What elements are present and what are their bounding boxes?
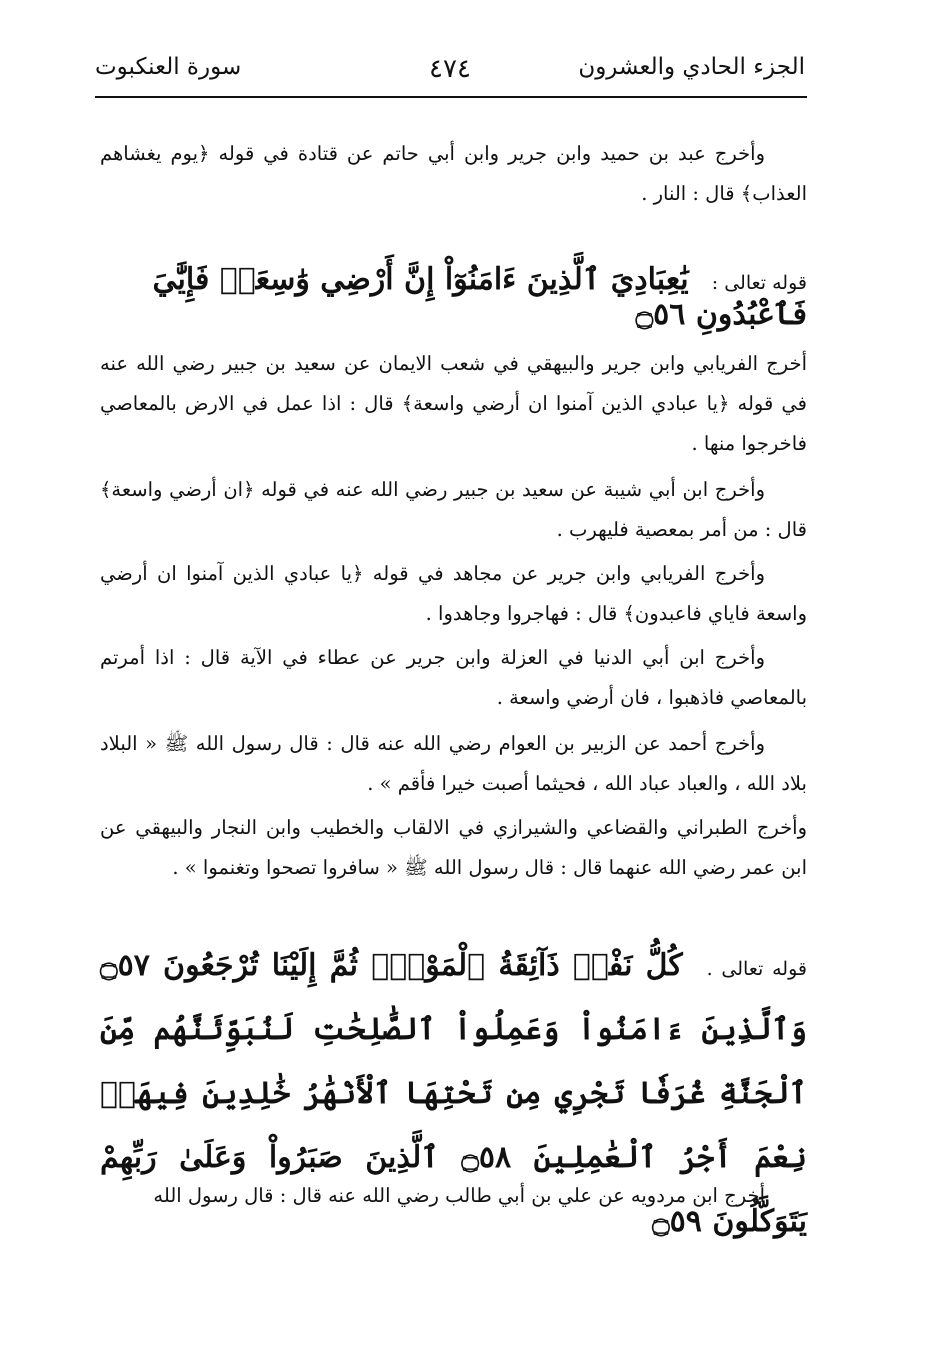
- paragraph-bottom: أخرج ابن مردويه عن علي بن أبي طالب رضي الله عنه قال : قال رسول الله: [153, 1184, 765, 1207]
- paragraph: وأخرج الطبراني والقضاعي والشيرازي في الالقاب والخطيب وابن النجار والبيهقي عن ابن عمر رضي الله عنهما قال : قال رسول الله ﷺ « سافروا تصحوا وتغنموا » .: [100, 816, 807, 879]
- verse-intro: قوله تعالى :: [711, 272, 807, 294]
- paragraph-top: وأخرج عبد بن حميد وابن جرير وابن أبي حاتم عن قتادة في قوله ﴿يوم يغشاهم العذاب﴾ قال : النار .: [100, 142, 807, 205]
- paragraph: وأخرج ابن أبي الدنيا في العزلة وابن جرير عن عطاء في الآية قال : اذا أمرتم بالمعاصي فاذهبوا ، فان أرضي واسعة .: [100, 646, 807, 709]
- quran-verse: يَٰعِبَادِيَ ٱلَّذِينَ ءَامَنُوٓاْ إِنَّ أَرْضِي وَٰسِعَةٞ فَإِيَّٰيَ فَٱعْبُدُونِ ۝٥٦: [152, 262, 807, 332]
- paragraph: وأخرج ابن أبي شيبة عن سعيد بن جبير رضي الله عنه في قوله ﴿ان أرضي واسعة﴾ قال : من أمر بمعصية فليهرب .: [100, 478, 807, 541]
- part-title: الجزء الحادي والعشرون: [578, 54, 805, 80]
- paragraph: وأخرج الفريابي وابن جرير عن مجاهد في قوله ﴿يا عبادي الذين آمنوا ان أرضي واسعة فاياي فاعبدون﴾ قال : فهاجروا وجاهدوا .: [100, 562, 807, 625]
- quran-verse: كُلُّ نَفْسٖ ذَآئِقَةُ ٱلْمَوْتِۖ ثُمَّ إِلَيْنَا تُرْجَعُونَ ۝٥٧ وَٱلَّذِينَ ءَامَنُواْ وَعَمِلُواْ ٱلصَّٰلِحَٰتِ لَنُبَوِّئَنَّهُم مِّنَ ٱلْجَنَّةِ غُرَفٗا تَجْرِي مِن تَحْتِهَا ٱلْأَنْهَٰرُ خَٰلِدِينَ فِيهَاۚ نِعْمَ أَجْرُ ٱلْعَٰمِلِينَ ۝٥٨ ٱلَّذِينَ صَبَرُواْ وَعَلَىٰ رَبِّهِمْ يَتَوَكَّلُونَ ۝٥٩: [100, 948, 807, 1239]
- paragraph: وأخرج أحمد عن الزبير بن العوام رضي الله عنه قال : قال رسول الله ﷺ « البلاد بلاد الله ، والعباد عباد الله ، فحيثما أصبت خيرا فأقم » .: [100, 732, 807, 795]
- surah-title: سورة العنكبوت: [95, 54, 242, 80]
- paragraph: أخرج الفريابي وابن جرير والبيهقي في شعب الايمان عن سعيد بن جبير رضي الله عنه في قوله ﴿يا عبادي الذين آمنوا ان أرضي واسعة﴾ قال : اذا عمل في الارض بالمعاصي فاخرجوا منها .: [100, 352, 807, 455]
- page-header: [95, 50, 805, 94]
- verse-intro: قوله تعالى .: [706, 958, 807, 980]
- header-rule: [95, 96, 807, 98]
- page-number: ٤٧٤: [429, 54, 471, 84]
- verse-block-56: [100, 262, 807, 332]
